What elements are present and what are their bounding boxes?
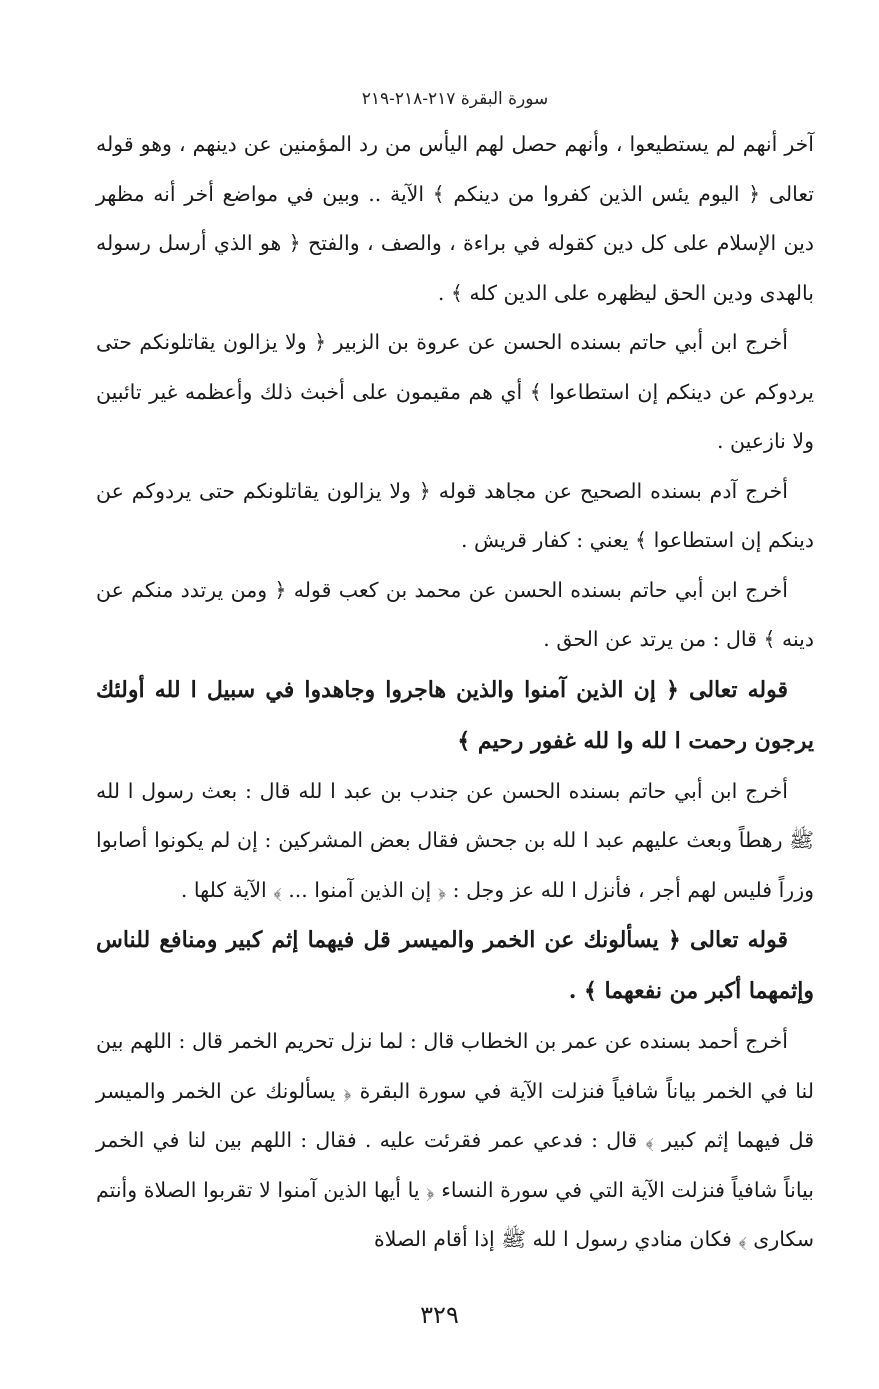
paragraph-ibn-abi-hatim-ibn-kaab: أخرج ابن أبي حاتم بسنده الحسن عن محمد بن كعب قوله ﴿ ومن يرتدد منكم عن دينه ﴾ قال : من يرتد عن الحق .	[96, 577, 814, 651]
paragraph-ibn-abi-hatim-urwa: أخرج ابن أبي حاتم بسنده الحسن عن عروة بن الزبير ﴿ ولا يزالون يقاتلونكم حتى يردوكم عن دينكم إن استطاعوا ﴾ أي هم مقيمون على أخبث ذلك وأعظمه غير تائبين ولا نازعين .	[96, 330, 814, 453]
paragraph-adam-mujahid: أخرج آدم بسنده الصحيح عن مجاهد قوله ﴿ ولا يزالون يقاتلونكم حتى يردوكم عن دينكم إن استطاعوا ﴾ يعني : كفار قريش .	[96, 478, 814, 552]
paragraph-jundub: أخرج ابن أبي حاتم بسنده الحسن عن جندب بن عبد ا لله قال : بعث رسول ا لله ﷺ رهطاً وبعث عليهم عبد ا لله بن جحش فقال بعض المشركين : إن لم يكونوا أصابوا وزراً فليس لهم أجر ، فأنزل ا لله عز وجل : ﴿ إن الذين آمنوا ... ﴾ الآية كلها .	[96, 778, 814, 902]
paragraph-ahmad-umar: أخرج أحمد بسنده عن عمر بن الخطاب قال : لما نزل تحريم الخمر قال : اللهم بين لنا في الخمر بياناً شافياً فنزلت الآية في سورة البقرة ﴿ يسألونك عن الخمر والميسر قل فيهما إثم كبير ﴾ قال : فدعي عمر فقرئت عليه . فقال : اللهم بين لنا في الخمر بياناً شافياً فنزلت الآية التي في سورة النساء ﴿ يا أيها الذين آمنوا لا تقربوا الصلاة وأنتم سكارى ﴾ فكان منادي رسول ا لله ﷺ إذا أقام الصلاة	[96, 1029, 814, 1251]
verse-heading-hijra: قوله تعالى ﴿ إن الذين آمنوا والذين هاجروا وجاهدوا في سبيل ا لله أولئك يرجون رحمت ا لله وا لله غفور رحيم ﴾	[96, 676, 814, 754]
running-head: سورة البقرة ٢١٧-٢١٨-٢١٩	[361, 89, 549, 109]
page-body	[96, 86, 814, 1265]
paragraph-continuation: آخر أنهم لم يستطيعوا ، وأنهم حصل لهم اليأس من رد المؤمنين عن دينهم ، وهو قوله تعالى ﴿ اليوم يئس الذين كفروا من دينكم ﴾ الآية .. وبين في مواضع أخر أنه مظهر دين الإسلام على كل دين كقوله في براءة ، والصف ، والفتح ﴿ هو الذي أرسل رسوله بالهدى ودين الحق ليظهره على الدين كله ﴾ .	[96, 132, 814, 305]
verse-heading-khamr: قوله تعالى ﴿ يسألونك عن الخمر والميسر قل فيهما إثم كبير ومنافع للناس وإثمهما أكبر من نفعهما ﴾ .	[96, 927, 814, 1004]
page-number: ٣٢٩	[420, 1301, 459, 1329]
